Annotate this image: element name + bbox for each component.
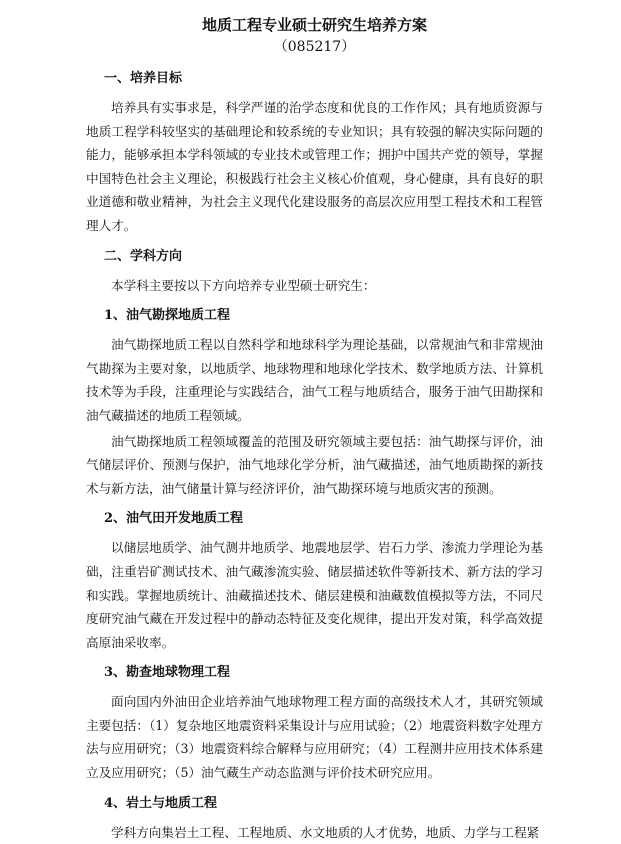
direction-3-paragraph-1: 面向国内外油田企业培养油气地球物理工程方面的高级技术人才，其研究领域主要包括：（1）复杂地区地震资料采集设计与应用试验；（2）地震资料数字处理方法与应用研究；（3）地震资料综合解释与应用研究；（4）工程测井应用技术体系建立及应用研究；（5）油气藏生产动态监测与评价技术研究应用。: [86, 694, 543, 781]
objectives-paragraph: 培养具有实事求是，科学严谨的治学态度和优良的工作作风；具有地质资源与地质工程学科较坚实的基础理论和较系统的专业知识；具有较强的解决实际问题的能力，能够承担本学科领域的专业技术或管理工作；拥护中国共产党的领导，掌握中国特色社会主义理论，积极践行社会主义核心价值观，身心健康，具有良好的职业道德和敬业精神，为社会主义现代化建设服务的高层次应用型工程技术和工程管理人才。: [86, 100, 543, 233]
document-title: 地质工程专业硕士研究生培养方案: [201, 16, 427, 34]
direction-1-paragraph-1: 油气勘探地质工程以自然科学和地球科学为理论基础，以常规油气和非常规油气勘探为主要对象，以地质学、地球物理和地球化学技术、数学地质方法、计算机技术等为手段，注重理论与实践结合，油气工程与地质结合，服务于油气田勘探和油气藏描述的地质工程领域。: [86, 337, 543, 423]
section-heading-directions: 二、学科方向: [104, 248, 183, 264]
direction-heading-1: 1、油气勘探地质工程: [104, 308, 231, 324]
directions-intro: 本学科主要按以下方向培养专业型硕士研究生：: [111, 277, 376, 293]
direction-heading-4: 4、岩土与地质工程: [104, 795, 218, 811]
direction-heading-3: 3、勘查地球物理工程: [104, 665, 231, 681]
direction-1-paragraph-2: 油气勘探地质工程领域覆盖的范围及研究领域主要包括：油气勘探与评价，油气储层评价、预测与保护，油气地球化学分析，油气藏描述，油气地质勘探的新技术与新方法，油气储量计算与经济评价，油气勘探环境与地质灾害的预测。: [86, 433, 543, 496]
direction-heading-2: 2、油气田开发地质工程: [104, 511, 244, 527]
section-heading-objectives: 一、培养目标: [104, 71, 183, 86]
direction-2-paragraph-1: 以储层地质学、油气测井地质学、地震地层学、岩石力学、渗流力学理论为基础，注重岩矿测试技术、油气藏渗流实验、储层描述软件等新技术、新方法的学习和实践。掌握地质统计、油藏描述技术、储层建模和油藏数值模拟等方法，不同尺度研究油气藏在开发过程中的静动态特征及变化规律，提出开发对策，科学高效提高原油采收率。: [86, 540, 543, 650]
program-code: （085217）: [273, 39, 356, 55]
direction-4-paragraph-1: 学科方向集岩土工程、工程地质、水文地质的人才优势，地质、力学与工程紧: [111, 824, 540, 840]
